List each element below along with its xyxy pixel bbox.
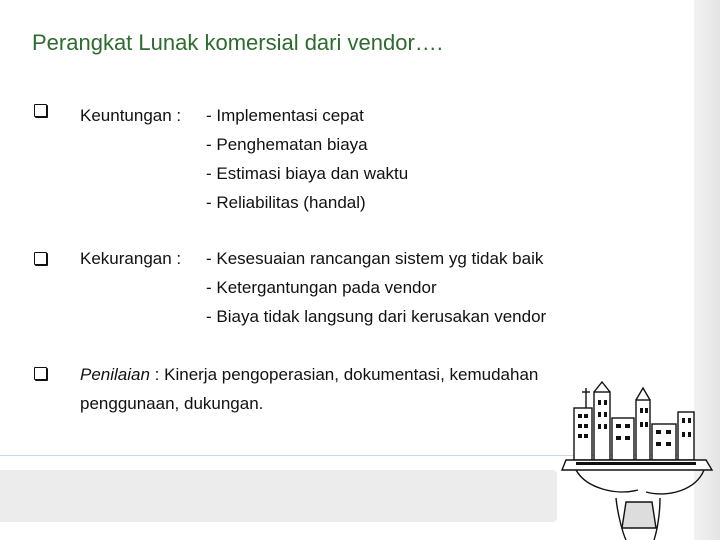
list-item: - Penghematan biaya [206, 135, 368, 154]
footer-bar [0, 470, 557, 522]
kekurangan-list [206, 244, 546, 331]
list-item: - Kesesuaian rancangan sistem yg tidak baik [206, 249, 544, 268]
list-item: - Biaya tidak langsung dari kerusakan vendor [206, 307, 547, 326]
list-item: - Estimasi biaya dan waktu [206, 164, 409, 183]
square-bullet-icon [34, 252, 47, 265]
penilaian-label: Penilaian [80, 365, 150, 384]
keuntungan-list [206, 101, 408, 217]
square-bullet-icon [34, 367, 47, 380]
person-holding-city-clipart [556, 378, 720, 540]
penilaian-text: Kinerja pengoperasian, dokumentasi, kemudahan penggunaan, dukungan. [80, 365, 539, 413]
list-item: - Ketergantungan pada vendor [206, 278, 437, 297]
penilaian-separator: : [149, 365, 165, 384]
list-item: - Implementasi cepat [206, 106, 364, 125]
slide-title: Perangkat Lunak komersial dari vendor…. [32, 30, 443, 55]
section-label-keuntungan: Keuntungan : [80, 106, 182, 125]
list-item: - Reliabilitas (handal) [206, 193, 366, 212]
section-label-kekurangan: Kekurangan : [80, 249, 182, 268]
square-bullet-icon [34, 104, 47, 117]
